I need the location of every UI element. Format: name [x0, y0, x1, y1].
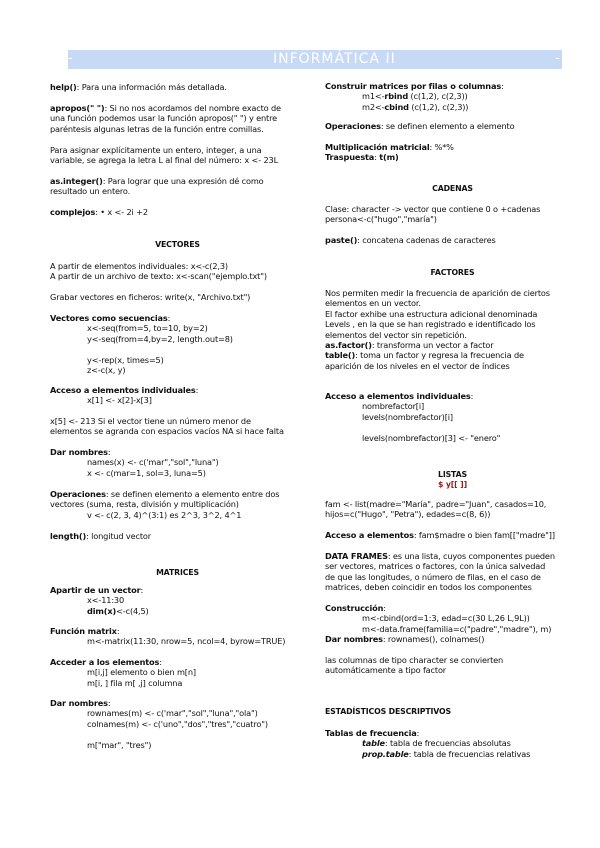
paragraph	[325, 655, 580, 676]
keyword-text: Acceso a elementos individuales	[50, 385, 196, 395]
paragraph	[50, 585, 305, 616]
text-line	[325, 142, 580, 152]
keyword-text: Traspuesta	[325, 152, 375, 163]
body-text: A partir de elementos individuales: x<-c(2,3)	[50, 261, 228, 271]
body-text: :	[107, 698, 111, 708]
text-line	[50, 113, 305, 123]
text-line	[325, 235, 580, 245]
text-line	[50, 667, 305, 677]
text-line	[50, 323, 305, 333]
keyword-text: as.integer()	[50, 176, 103, 186]
keyword-text: prop.table	[362, 748, 409, 759]
keyword-text: Dar nombres	[325, 634, 383, 644]
body-text: : es una lista, cuyos componentes pueden	[387, 551, 555, 561]
keyword-text: Construcción	[325, 603, 384, 613]
keyword-text: dim(x)	[87, 605, 117, 616]
body-text: variable, se agrega la letra L al final del número: x <- 23L	[50, 155, 279, 166]
body-text: m<-data.frame(familia=c("padre","madre"), m)	[362, 623, 552, 634]
text-line	[50, 510, 305, 520]
body-text: :	[107, 447, 111, 457]
paragraph	[50, 447, 305, 478]
text-line	[50, 155, 305, 165]
body-text: persona<-c("hugo","maría")	[325, 214, 437, 225]
body-text: las columnas de tipo character se convierten	[325, 655, 504, 665]
text-line	[50, 385, 305, 395]
body-text: elementos del vector sin repetición.	[325, 329, 467, 340]
body-text: :	[140, 585, 144, 595]
text-line	[50, 344, 305, 354]
body-text: levels(nombrefactor)[3] <- "enero"	[362, 432, 501, 443]
body-text: :	[501, 81, 504, 91]
keyword-text: Dar nombres	[50, 447, 108, 457]
paragraph	[325, 391, 580, 443]
text-line	[50, 416, 305, 426]
paragraph	[50, 698, 305, 750]
text-line	[50, 740, 305, 750]
body-text: y<-seq(from=4,by=2, length.out=8)	[87, 333, 233, 344]
text-line	[325, 309, 580, 319]
paragraph	[50, 531, 305, 541]
text-line	[50, 531, 305, 541]
text-line	[325, 214, 580, 224]
text-line	[50, 708, 305, 718]
section-heading	[325, 268, 580, 278]
keyword-text: help()	[50, 82, 77, 92]
keyword-text: as.factor()	[325, 340, 372, 350]
text-line	[50, 585, 305, 595]
paragraph	[50, 385, 305, 406]
paragraph	[325, 81, 580, 112]
body-text: : Si no nos acordamos del nombre exacto de	[104, 103, 281, 113]
paragraph	[325, 634, 580, 644]
text-line	[325, 624, 580, 634]
text-line	[325, 422, 580, 432]
text-line	[50, 103, 305, 113]
text-line	[325, 749, 580, 759]
text-line	[325, 728, 580, 738]
body-text: <-c(4,5)	[116, 605, 149, 616]
text-line	[50, 395, 305, 405]
body-text: :	[195, 385, 199, 395]
body-text: v <- c(2, 3, 4)^(3:1) es 2^3, 3^2, 4^1	[87, 509, 242, 520]
text-line	[325, 509, 580, 519]
page-title: INFORMÁTICA II	[273, 51, 396, 67]
body-text: :	[374, 152, 380, 163]
text-line	[50, 457, 305, 467]
header-dash-left: -	[68, 51, 73, 66]
body-text: aparición de los niveles en el vector de índices	[325, 360, 510, 371]
keyword-text: paste()	[325, 235, 358, 245]
paragraph	[325, 728, 580, 759]
text-line	[50, 678, 305, 688]
body-text: : tabla de frecuencias absolutas	[384, 738, 511, 749]
text-line	[325, 433, 580, 443]
text-line	[50, 468, 305, 478]
text-line	[50, 186, 305, 196]
keyword-text: complejos	[50, 207, 96, 217]
body-text: : Para lograr que una expresión dé como	[102, 176, 264, 186]
text-line	[50, 447, 305, 457]
paragraph	[325, 142, 580, 163]
text-line	[325, 361, 580, 371]
text-line	[50, 657, 305, 667]
text-line	[50, 595, 305, 605]
keyword-text: Operaciones	[325, 121, 381, 131]
body-text: elementos se agranda con espacios vacíos NA si hace falta	[50, 426, 284, 437]
text-line	[50, 271, 305, 281]
body-text: ser vectores, matrices o factores, con la única salvedad	[325, 561, 546, 572]
keyword-text: rbind	[384, 91, 409, 102]
body-text: : fam$madre o bien fam[["madre"]]	[413, 530, 555, 540]
body-text: x<-11:30	[87, 595, 125, 606]
body-text: matrices, deben coincidir en todos los componentes	[325, 582, 532, 593]
paragraph	[325, 288, 580, 340]
keyword-text: t(m)	[379, 152, 399, 163]
text-line	[325, 102, 580, 112]
text-line	[325, 613, 580, 623]
text-line	[325, 572, 580, 582]
paragraph	[50, 176, 305, 197]
paragraph	[50, 207, 305, 217]
body-text: Nos permiten medir la frecuencia de aparición de ciertos	[325, 288, 550, 298]
keyword-text: Acceso a elementos	[325, 530, 414, 540]
text-line	[325, 330, 580, 340]
body-text: m["mar", "tres")	[87, 739, 152, 750]
section-heading	[325, 707, 580, 717]
text-line	[325, 350, 580, 360]
text-line	[50, 499, 305, 509]
paragraph	[50, 82, 305, 92]
paragraph	[325, 340, 580, 371]
text-line	[50, 124, 305, 134]
text-line	[325, 655, 580, 665]
body-text: paréntesis algunas letras de la función entre comillas.	[50, 123, 264, 134]
paragraph	[50, 489, 305, 520]
keyword-text: Tablas de frecuencia	[325, 728, 417, 738]
keyword-text: table()	[325, 350, 356, 361]
paragraph	[325, 235, 580, 245]
text-line	[50, 145, 305, 155]
body-text: : toma un factor y regresa la frecuencia de	[355, 350, 524, 361]
body-text: : tabla de frecuencias relativas	[408, 748, 531, 759]
body-text: m[i,j] elemento o bien m[n]	[87, 667, 196, 678]
text-line	[50, 426, 305, 436]
text-line	[50, 365, 305, 375]
body-text: de que las longitudes, o número de filas, en el caso de	[325, 571, 541, 582]
paragraph	[325, 603, 580, 634]
text-line	[325, 499, 580, 509]
body-text: : transforma un vector a factor	[371, 340, 494, 350]
body-text: : concatena cadenas de caracteres	[357, 235, 496, 245]
text-line	[325, 665, 580, 675]
keyword-text: Multiplicación matricial	[325, 142, 430, 152]
text-line	[50, 626, 305, 636]
section-title: CADENAS	[432, 184, 473, 193]
text-line	[50, 292, 305, 302]
keyword-text: Dar nombres	[50, 698, 108, 708]
body-text: fam <- list(madre="María", padre="Juan", casados=10,	[325, 499, 547, 509]
keyword-text: Vectores como secuencias	[50, 313, 168, 323]
text-line	[325, 551, 580, 561]
text-line	[50, 636, 305, 646]
paragraph	[50, 657, 305, 688]
text-line	[50, 82, 305, 92]
text-line	[325, 204, 580, 214]
body-text: : rownames(), colnames()	[382, 634, 485, 644]
body-text: z<-c(x, y)	[87, 365, 126, 376]
body-text: una función podemos usar la función apropos(" ") y entre	[50, 113, 278, 124]
body-text: m[i, ] fila m[ ,j] columna	[87, 677, 183, 688]
paragraph	[50, 626, 305, 647]
body-text: Grabar vectores en ficheros: write(x, "Archivo.txt")	[50, 292, 251, 302]
text-line	[325, 391, 580, 401]
text-line	[325, 91, 580, 101]
text-line	[325, 634, 580, 644]
text-line	[325, 81, 580, 91]
text-line	[50, 261, 305, 271]
section-title: ESTADÍSTICOS DESCRIPTIVOS	[325, 707, 451, 716]
text-line	[325, 738, 580, 748]
body-text: :	[167, 313, 171, 323]
section-heading	[50, 240, 305, 250]
text-line	[325, 319, 580, 329]
text-line	[325, 603, 580, 613]
paragraph	[50, 416, 305, 437]
text-line	[325, 561, 580, 571]
text-line	[325, 412, 580, 422]
paragraph	[50, 261, 305, 282]
body-text: m2<-	[362, 101, 385, 112]
body-text: levels(nombrefactor)[i]	[362, 411, 453, 422]
text-line	[50, 176, 305, 186]
keyword-text: length()	[50, 531, 87, 541]
text-line	[50, 355, 305, 365]
body-text: : se definen elemento a elemento	[380, 121, 515, 131]
text-line	[325, 288, 580, 298]
body-text: resultado un entero.	[50, 186, 131, 197]
body-text: x <- c(mar=1, sol=3, luna=5)	[87, 467, 206, 478]
body-text: El factor exhibe una estructura adicional denominada	[325, 308, 538, 319]
body-text: elementos en un vector.	[325, 298, 421, 309]
text-line	[325, 298, 580, 308]
text-line	[325, 582, 580, 592]
section-heading	[325, 184, 580, 194]
paragraph	[325, 551, 580, 593]
section-heading	[50, 568, 305, 578]
section-subtitle: $ y[[ ]]	[438, 480, 467, 490]
text-line	[325, 530, 580, 540]
body-text: hijos=c("Hugo", "Petra"), edades=c(8, 6))	[325, 509, 491, 520]
keyword-text: Acceder a los elementos	[50, 657, 160, 667]
body-text: (c(1,2), c(2,3))	[408, 91, 468, 102]
body-text: : Para una información más detallada.	[76, 82, 227, 92]
body-text: x[5] <- 213 Si el vector tiene un número menor de	[50, 416, 251, 426]
keyword-text: DATA FRAMES	[325, 551, 388, 561]
text-line	[325, 401, 580, 411]
body-text: automáticamente a tipo factor	[325, 665, 447, 676]
body-text: :	[383, 603, 386, 613]
text-line	[50, 606, 305, 616]
text-line	[50, 334, 305, 344]
paragraph	[50, 145, 305, 166]
body-text: m1<-	[362, 91, 385, 102]
header-dash-right: -	[555, 51, 560, 66]
section-title: LISTAS	[438, 470, 467, 479]
paragraph	[325, 121, 580, 131]
keyword-text: Apartir de un vector	[50, 585, 141, 595]
body-text: : • x <- 2i +2	[95, 207, 148, 217]
body-text: nombrefactor[i]	[362, 401, 424, 412]
body-text: colnames(m) <- c('uno","dos","tres","cuatro")	[87, 718, 268, 729]
body-text: : %*%	[429, 142, 454, 152]
section-title: MATRICES	[156, 568, 199, 577]
body-text: m<-cbind(ord=1:3, edad=c(30 L,26 L,9L))	[362, 613, 530, 624]
body-text: x[1] <- x[2]-x[3]	[87, 395, 152, 406]
body-text: y<-rep(x, times=5)	[87, 354, 164, 365]
section-title: FACTORES	[430, 268, 475, 277]
text-line	[50, 489, 305, 499]
body-text: vectores (suma, resta, división y multiplicación)	[50, 499, 239, 510]
section-heading	[325, 470, 580, 491]
paragraph	[50, 292, 305, 302]
body-text: Clase: character -> vector que contiene 0 o +cadenas	[325, 204, 541, 214]
paragraph	[50, 313, 305, 375]
keyword-text: Función matrix	[50, 626, 117, 636]
text-line	[50, 729, 305, 739]
text-line	[50, 207, 305, 217]
body-text: : se definen elemento a elemento entre dos	[105, 489, 280, 499]
text-line	[50, 719, 305, 729]
keyword-text: Construir matrices por filas o columnas	[325, 81, 502, 91]
paragraph	[325, 499, 580, 520]
keyword-text: table	[362, 738, 385, 749]
body-text: :	[470, 391, 474, 401]
body-text: x<-seq(from=5, to=10, by=2)	[87, 323, 208, 334]
body-text: Para asignar explícitamente un entero, integer, a una	[50, 145, 262, 155]
body-text: :	[416, 728, 420, 738]
body-text: :	[116, 626, 120, 636]
header-bar	[68, 50, 562, 69]
body-text: m<-matrix(11:30, nrow=5, ncol=4, byrow=TRUE)	[87, 636, 286, 647]
body-text: : longitud vector	[86, 531, 152, 541]
body-text: (c(1,2), c(2,3))	[408, 101, 469, 112]
keyword-text: Acceso a elementos individuales	[325, 391, 471, 401]
paragraph	[50, 103, 305, 134]
paragraph	[325, 204, 580, 225]
text-line	[325, 121, 580, 131]
keyword-text: Operaciones	[50, 489, 106, 499]
keyword-text: cbind	[384, 101, 409, 112]
paragraph	[325, 530, 580, 540]
body-text: :	[159, 657, 162, 667]
text-line	[325, 340, 580, 350]
text-line	[50, 698, 305, 708]
section-title: VECTORES	[155, 240, 200, 249]
body-text: Levels , en la que se han registrado e identificado los	[325, 319, 536, 330]
keyword-text: apropos(" ")	[50, 103, 105, 113]
body-text: names(x) <- c('mar","sol","luna")	[87, 457, 219, 468]
body-text: rownames(m) <- c('mar","sol","luna","ola")	[87, 708, 258, 719]
text-line	[325, 152, 580, 162]
text-line	[50, 313, 305, 323]
body-text: A partir de un archivo de texto: x<-scan("ejemplo.txt")	[50, 271, 267, 282]
